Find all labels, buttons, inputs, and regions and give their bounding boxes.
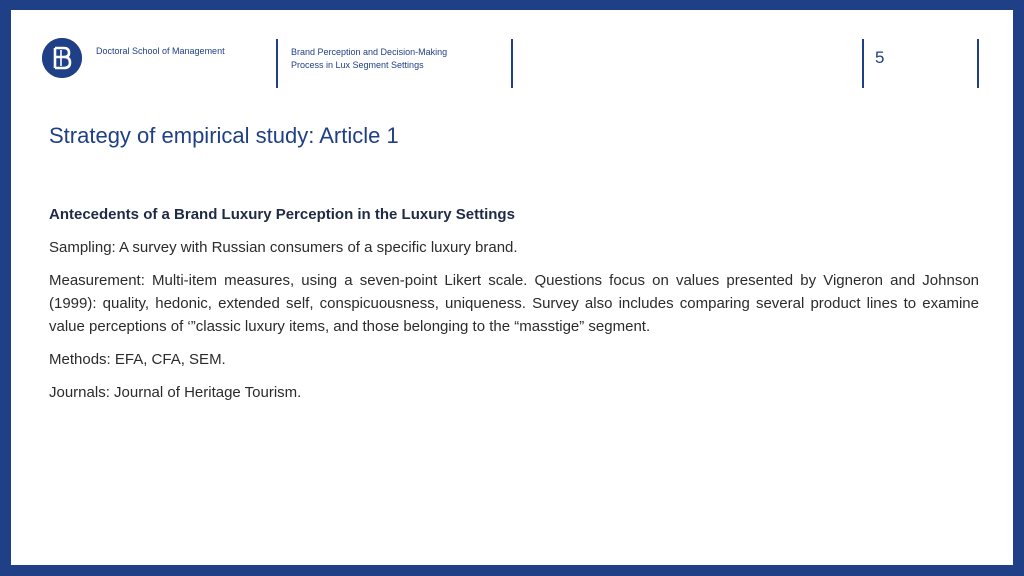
header-divider: [511, 39, 513, 88]
measurement-text: Measurement: Multi-item measures, using a seven-point Likert scale. Questions focus on values presented by Vigneron and Johnson (1999): quality, hedonic, extended self, conspicuousness, uniqueness. Survey also includes comparing several product lines to examine value perceptions of ‘”classic luxury items, and those belonging to the “masstige” segment.: [49, 272, 979, 335]
header-divider: [977, 39, 979, 88]
header-divider: [862, 39, 864, 88]
organization-name: Doctoral School of Management: [96, 46, 225, 56]
page-number: 5: [875, 48, 885, 67]
sampling-text: Sampling: A survey with Russian consumers of a specific luxury brand.: [49, 239, 518, 256]
header-divider: [276, 39, 278, 88]
presentation-title-line2: Process in Lux Segment Settings: [291, 60, 424, 70]
slide-title: Strategy of empirical study: Article 1: [49, 123, 399, 148]
slide: [11, 10, 1013, 565]
journals-text: Journals: Journal of Heritage Tourism.: [49, 384, 302, 401]
university-logo-icon: [42, 38, 82, 78]
presentation-title-line1: Brand Perception and Decision-Making: [291, 47, 448, 57]
presentation-title: [291, 46, 511, 72]
slide-content: [49, 203, 979, 414]
methods-text: Methods: EFA, CFA, SEM.: [49, 351, 226, 368]
article-heading: Antecedents of a Brand Luxury Perception in the Luxury Settings: [49, 206, 515, 223]
